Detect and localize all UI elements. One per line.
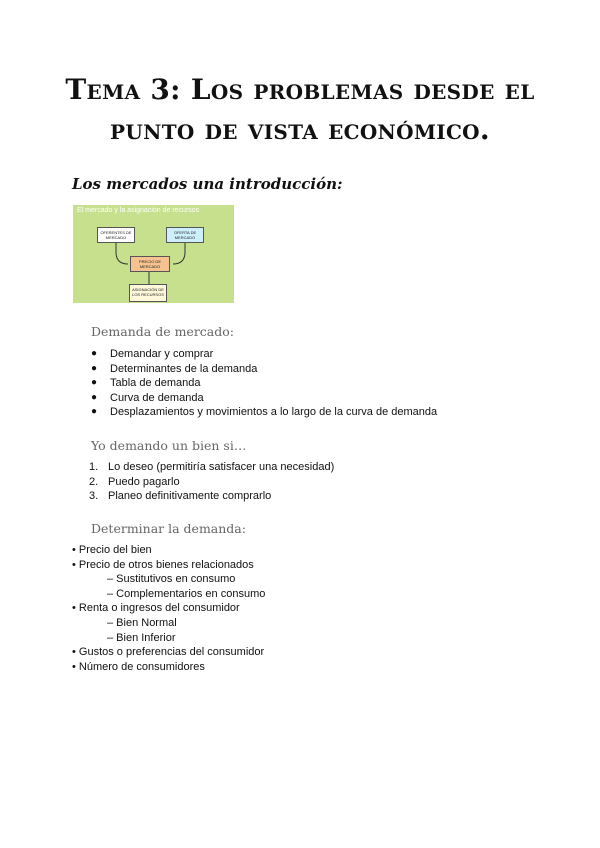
list-item: ● Curva de demanda [91, 391, 204, 404]
list-item: – Bien Normal [107, 616, 177, 629]
determinar-heading: Determinar la demanda: [91, 521, 246, 536]
bullet-icon: ● [91, 348, 98, 359]
yo-demando-list [89, 460, 335, 504]
list-item: • Precio de otros bienes relacionados [72, 558, 254, 571]
determinar-list [72, 543, 265, 674]
connector-left [116, 243, 128, 264]
title-line-2: punto de vista económico. [110, 113, 490, 146]
bullet-icon: ● [91, 362, 98, 374]
title-line-1: Tema 3: Los problemas desde el [65, 73, 535, 106]
bullet-icon: ● [91, 377, 98, 389]
diagram-box-demand: OFERENTES DE MERCADO [97, 227, 135, 243]
list-item: 2. Puedo pagarlo [89, 475, 180, 488]
yo-demando-heading: Yo demando un bien si… [91, 438, 247, 453]
list-item: – Complementarios en consumo [107, 587, 266, 600]
list-item: • Número de consumidores [72, 660, 205, 673]
list-item: ● Demandar y comprar [91, 348, 214, 360]
section-heading: Los mercados una introducción: [72, 175, 343, 193]
list-item: ● Desplazamientos y movimientos a lo largo de la curva de demanda [91, 406, 438, 419]
demanda-list [91, 347, 438, 420]
diagram-box-price: PRECIO DE MERCADO [130, 256, 170, 272]
list-item: ● Tabla de demanda [91, 377, 201, 390]
list-item: – Sustitutivos en consumo [107, 573, 236, 586]
diagram-title: El mercado y la asignación de recursos [77, 207, 200, 214]
connector-right [173, 243, 185, 264]
page-title [40, 70, 560, 150]
list-item: – Bien Inferior [107, 631, 176, 644]
list-item: • Gustos o preferencias del consumidor [72, 646, 265, 659]
diagram-box-allocation: ASIGNACIÓN DE LOS RECURSOS [129, 284, 167, 302]
diagram-box-supply: OFERTA DE MERCADO [166, 227, 204, 243]
demanda-heading: Demanda de mercado: [91, 324, 234, 339]
bullet-icon: ● [91, 406, 98, 418]
list-item: • Renta o ingresos del consumidor [72, 602, 240, 615]
list-item: • Precio del bien [72, 544, 152, 556]
bullet-icon: ● [91, 391, 98, 403]
list-item: 3. Planeo definitivamente comprarlo [89, 490, 272, 503]
list-item: 1. Lo deseo (permitiría satisfacer una necesidad) [89, 461, 335, 473]
list-item: ● Determinantes de la demanda [91, 362, 258, 375]
market-diagram [73, 205, 234, 303]
